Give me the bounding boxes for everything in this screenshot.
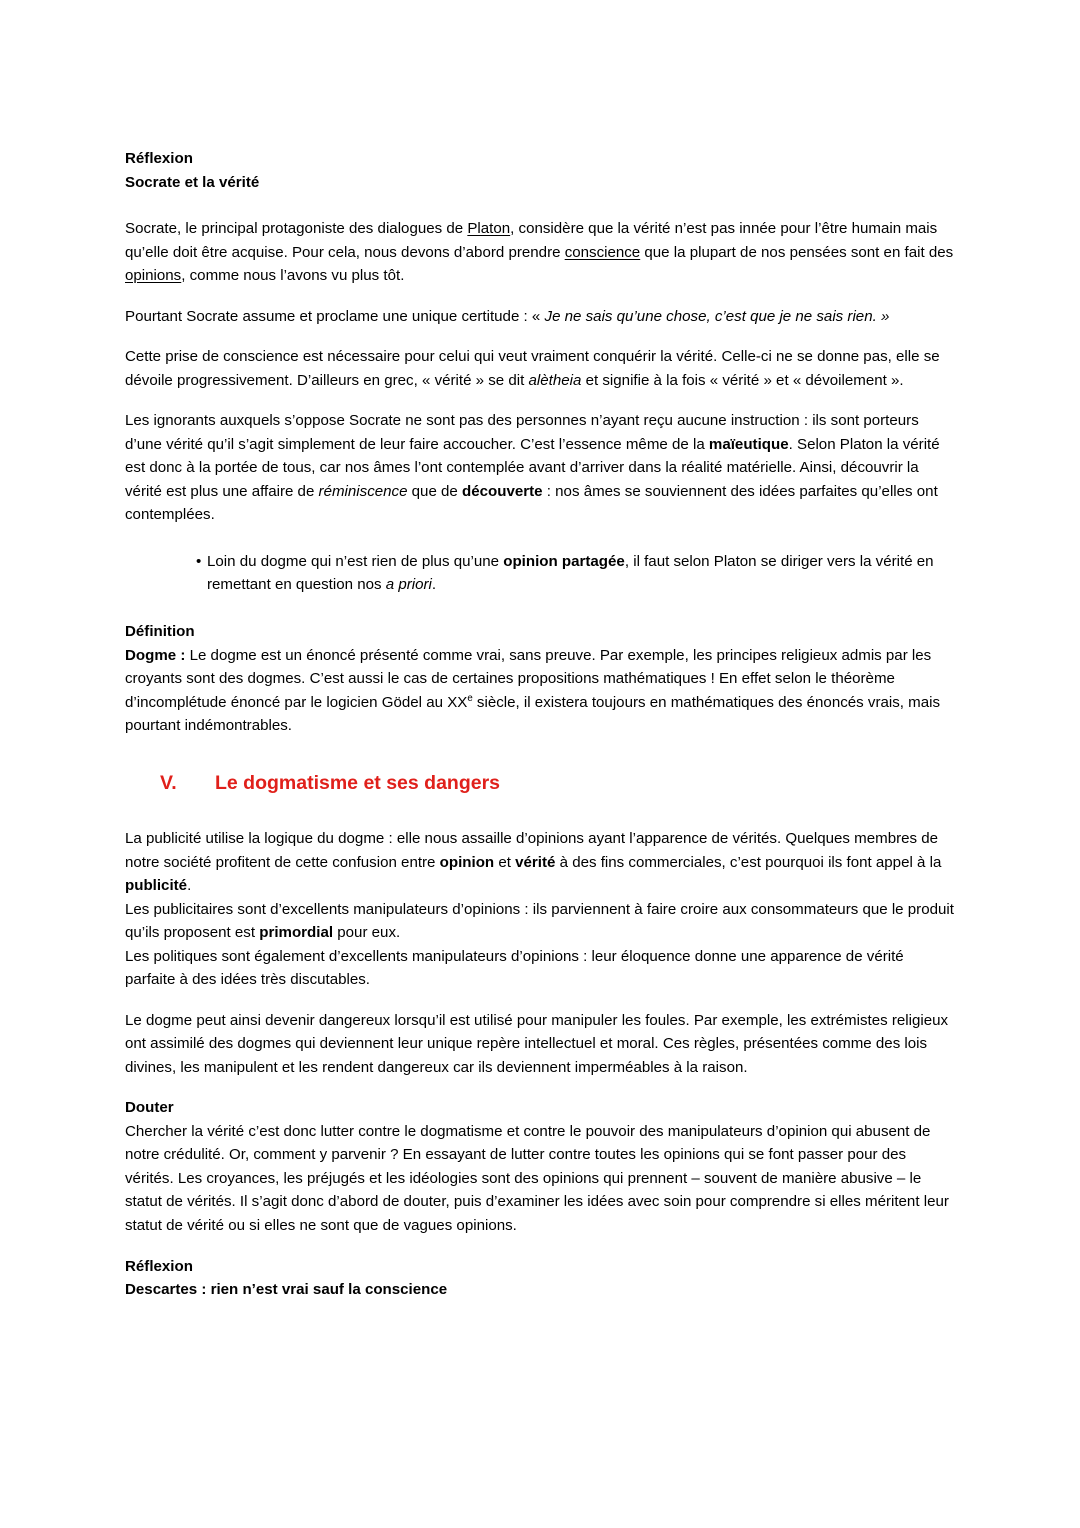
bold-term-maieutique: maïeutique [708,435,789,453]
paragraph-politiques: Les politiques sont également d’excellents manipulateurs d’opinions : leur éloquence donne une apparence de vérité parfaite à des idées très discutables. [125,947,904,989]
text-run: Le dogme est un énoncé présenté comme vrai, sans preuve. Par exemple, les principes religieux admis par les croyants sont des dogmes. C’est aussi le cas de certaines propositions mathématiques ! En effet selon le théorème d’incomplétude énoncé par le logicien Gödel au XX [125,646,932,711]
text-run: : nos âmes se souviennent des idées parfaites qu’elles ont contemplées. [125,482,938,524]
text-run: pour eux. [333,924,401,942]
text-run: et [494,853,516,871]
list-item-text [207,550,967,597]
text-run: , considère que la vérité n’est pas innée pour l’être humain mais qu’elle doit être acquise. Pour cela, nous devons d’abord prendre [125,220,938,261]
underlined-term-conscience: conscience [564,243,641,261]
text-run: que de [407,482,463,500]
text-run: , il faut selon Platon se diriger vers la vérité en remettant en question nos [207,552,934,594]
heading-label: Réflexion [125,150,193,167]
paragraph-dogme-dangereux: Le dogme peut ainsi devenir dangereux lorsqu’il est utilisé pour manipuler les foules. Par exemple, les extrémistes religieux ont assimilé des dogmes qui deviennent leur unique repère intellectuel et moral. Ces règles, présentées comme des lois divines, les manipulent et les rendent dangereux car ils deviennent imperméables à la raison. [125,1011,949,1076]
text-run: Cette prise de conscience est nécessaire pour celui qui veut vraiment conquérir la vérité. Celle-ci ne se donne pas, elle se dévoile progressivement. D’ailleurs en grec, « vérité » se dit [125,348,940,389]
paragraph-certitude [125,305,956,329]
bullet-list [125,550,956,597]
bold-term-publicite: publicité [125,877,188,895]
text-run: . [431,576,437,594]
quote-italic: Je ne sais qu’une chose, c’est que je ne sais rien. » [544,307,890,325]
heading-subject: Descartes : rien n’est vrai sauf la conscience [125,1281,448,1299]
text-run: que la plupart de nos pensées sont en fait des [640,243,954,261]
paragraph-socrate [125,217,956,288]
underlined-term-opinions: opinions [125,267,182,285]
heading-douter [125,1096,956,1120]
spacer [125,1238,956,1255]
bold-term-verite: vérité [515,853,556,871]
paragraph-prise-de-conscience [125,345,956,392]
text-run: siècle, il existera toujours en mathématiques des énoncés vrais, mais pourtant indémontrables. [125,693,941,735]
spacer [125,738,956,768]
section-title-text: Le dogmatisme et ses dangers [215,771,501,794]
heading-label: Réflexion [125,1257,193,1275]
bold-term-opinion: opinion [439,853,495,871]
text-run: Loin du dogme qui n’est rien de plus qu’une [207,552,504,570]
spacer [125,194,956,217]
text-run: Pourtant Socrate assume et proclame une unique certitude : « [125,307,545,325]
text-run: Les publicitaires sont d’excellents manipulateurs d’opinions : ils parviennent à faire croire aux consommateurs que le produit qu’ils proposent est [125,900,954,942]
text-run: à des fins commerciales, c’est pourquoi ils font appel à la [555,853,942,871]
section-title-dogmatisme [160,768,956,798]
spacer [125,1079,956,1096]
paragraph-publicite [125,827,956,898]
text-run: . Selon Platon la vérité est donc à la portée de tous, car nos âmes l’ont contemplée avant d’arriver dans la réalité matérielle. Ainsi, découvrir la vérité est plus une affaire de [125,435,940,500]
text-run: Les ignorants auxquels s’oppose Socrate ne sont pas des personnes n’ayant reçu aucune instruction : ils sont porteurs d’une vérité qu’il s’agit simplement de leur faire accoucher. C’est l’essence même de la [125,412,919,453]
text-run: Socrate, le principal protagoniste des dialogues de [125,220,468,238]
section-numeral: V. [160,771,177,794]
heading-subject: Socrate et la vérité [125,173,260,191]
spacer [125,597,956,620]
italic-term-a-priori: a priori [385,576,432,594]
bold-term-decouverte: découverte [462,482,543,500]
paragraph-dogme-definition [125,644,956,738]
spacer [125,392,956,409]
heading-definition [125,620,956,644]
text-run: . [187,877,192,895]
text-run: La publicité utilise la logique du dogme : elle nous assaille d’opinions ayant l’apparence de vérités. Quelques membres de notre société profitent de cette confusion entre [125,830,939,871]
bullet-dot-icon: • [196,552,202,570]
spacer [125,288,956,305]
spacer [125,992,956,1009]
underlined-term-platon: Platon [467,220,511,238]
list-item [196,550,967,597]
term-dogme-label: Dogme : [125,646,186,664]
superscript-ordinal: e [467,692,473,704]
italic-term-reminiscence: réminiscence [318,482,408,500]
italic-term-aletheia: alètheia [528,371,582,389]
heading-label: Douter [125,1099,174,1117]
spacer [125,798,956,827]
paragraph-ignorants [125,409,956,527]
bold-term-primordial: primordial [259,924,334,942]
spacer [125,527,956,550]
heading-reflexion-descartes [125,1255,956,1302]
paragraph-douter: Chercher la vérité c’est donc lutter contre le dogmatisme et contre le pouvoir des manipulateurs d’opinion qui abusent de notre crédulité. Or, comment y parvenir ? En essayant de lutter contre toutes les opinions qui se font passer pour des vérités. Les croyances, les préjugés et les idéologies sont des opinions qui prennent – souvent de manière abusive – le statut de vérités. Il s’agit donc d’abord de douter, puis d’examiner les idées avec soin pour comprendre si elles méritent leur statut de vérité ou si elles ne sont que de vagues opinions. [125,1122,949,1234]
document-body [125,147,956,1302]
bold-term-opinion-partagee: opinion partagée [503,552,625,570]
text-run: , comme nous l’avons vu plus tôt. [181,267,405,285]
spacer [125,328,956,345]
paragraph-publicitaires [125,898,956,945]
heading-label: Définition [125,622,195,640]
text-run: et signifie à la fois « vérité » et « dévoilement ». [581,371,904,389]
heading-reflexion-socrate [125,147,956,194]
